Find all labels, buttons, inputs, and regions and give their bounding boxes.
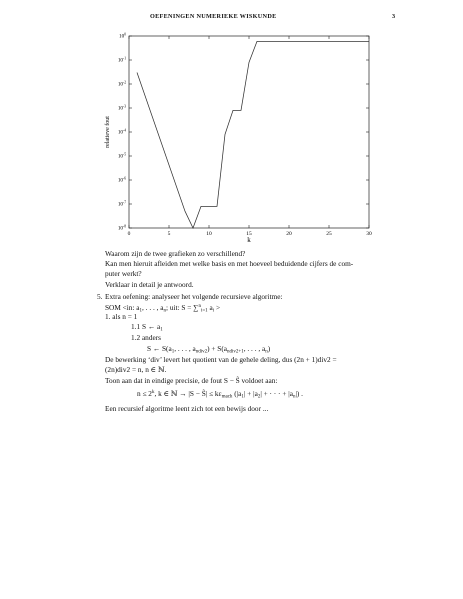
relative-error-chart [100, 26, 380, 244]
page-number: 3 [392, 13, 396, 20]
y-tick-label: $10^{-7}$ [117, 200, 126, 208]
question-base: Kan men hieruit afleiden met welke basis en met hoeveel beduidende cijfers de com- [105, 259, 354, 268]
series-line [137, 41, 369, 228]
y-axis-label: relatieve fout [105, 116, 111, 148]
x-tick-label: 10 [206, 231, 212, 237]
algorithm-step-1-1: 1.1 S ← $a_1$ [131, 322, 163, 333]
question-explain: Verklaar in detail je antwoord. [105, 280, 194, 289]
x-tick-label: 20 [286, 231, 292, 237]
div-explanation: De bewerking ‘div’ levert het quotient van de gehele deling, dus (2n + 1)div2 = [105, 355, 337, 364]
algorithm-step-1: 1. als n = 1 [105, 312, 138, 321]
error-bound-formula: $n \le 2^k$, k ∈ ℕ → |S − S̃| ≤ $k\varepsilon_{mach}$ ($|a_1| + |a_2|$ + · · · + $|a_n|$) . [137, 389, 304, 400]
x-tick-label: 5 [167, 231, 171, 237]
algorithm-step-1-2: 1.2 anders [131, 333, 161, 342]
algorithm-signature: SOM <in: $a_1$, . . . , $a_n$; uit: S = ∑$^n_{i=1}$ $a_i$ > [105, 303, 221, 314]
y-tick-label: $10^{-3}$ [117, 104, 126, 112]
question-base-cont: puter werkt? [105, 269, 142, 278]
running-title: OEFENINGEN NUMERIEKE WISKUNDE [150, 13, 277, 20]
y-tick-label: $10^{-1}$ [117, 56, 126, 64]
y-tick-label: $10^{-4}$ [117, 128, 126, 136]
exercise-number: 5. [97, 292, 103, 301]
y-tick-label: $10^{-2}$ [117, 80, 126, 88]
y-tick-label: $10^{-8}$ [117, 224, 126, 232]
x-tick-label: 15 [246, 231, 252, 237]
x-tick-label: 25 [326, 231, 332, 237]
y-tick-label: $10^{-5}$ [117, 152, 126, 160]
chart-axes [129, 36, 369, 228]
x-tick-label: 30 [366, 231, 372, 237]
plot-frame [129, 36, 369, 228]
div-explanation-cont: (2n)div2 = n, n ∈ ℕ. [105, 365, 167, 374]
chart-series [137, 41, 369, 228]
exercise-title: Extra oefening: analyseer het volgende recursieve algoritme: [105, 292, 283, 301]
algorithm-recursion: S ← $S(a_1$, . . . , $a_{ndiv2}) + S(a_{ndiv2+1}$, . . . , $a_n$) [147, 344, 271, 355]
recursive-proof-hint: Een recursief algoritme leent zich tot een bewijs door ... [105, 404, 269, 413]
y-tick-labels [118, 33, 126, 232]
question-why-different: Waarom zijn de twee grafieken zo verschillend? [105, 249, 246, 258]
y-tick-label: $10^{-6}$ [117, 176, 126, 184]
error-bound-intro: Toon aan dat in eindige precisie, de fout S − S̃ voldoet aan: [105, 376, 278, 385]
x-axis-label: k [247, 236, 251, 244]
y-tick-label: $10^0$ [119, 32, 126, 40]
x-tick-label: 0 [127, 231, 131, 237]
